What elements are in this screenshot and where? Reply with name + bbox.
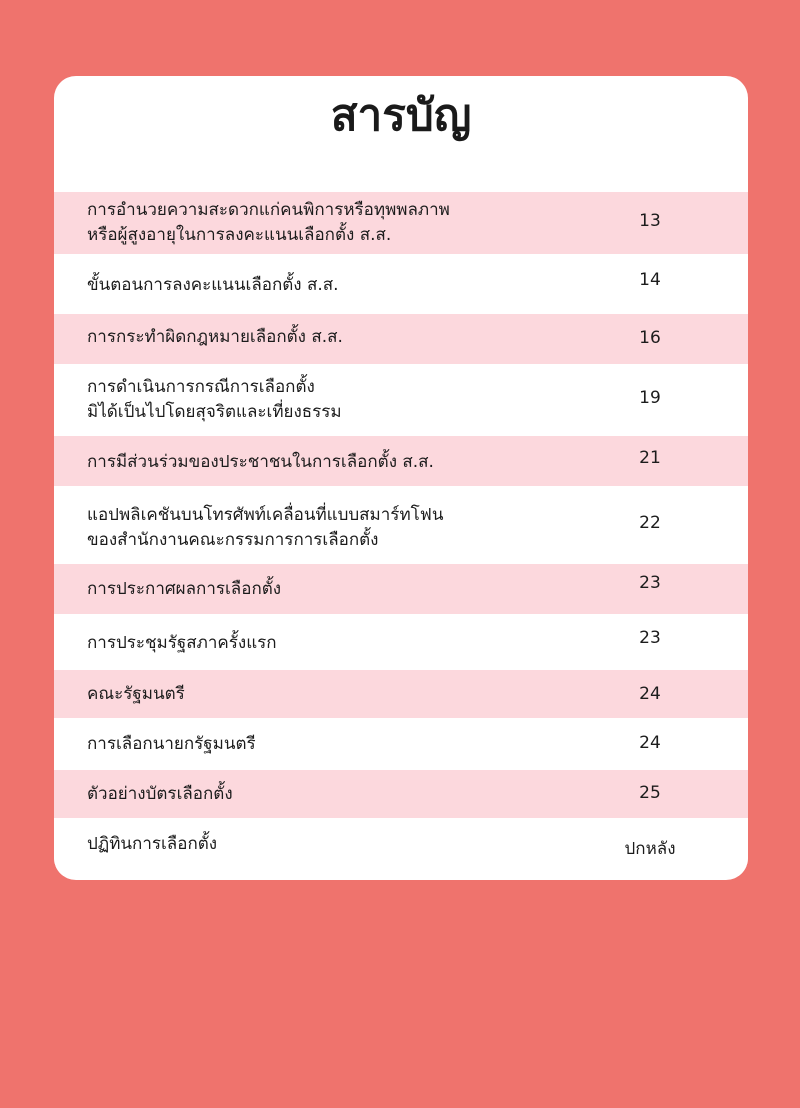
toc-entry-label: [87, 631, 577, 656]
toc-page-number: 16: [639, 328, 661, 348]
toc-page-number: 25: [639, 783, 661, 803]
toc-row[interactable]: [54, 718, 748, 770]
toc-entry-label: [87, 832, 577, 857]
toc-entry-label: [87, 732, 577, 757]
toc-entry-line: แอปพลิเคชันบนโทรศัพท์เคลื่อนที่แบบสมาร์ทโฟน: [87, 505, 444, 525]
toc-row[interactable]: [54, 364, 748, 436]
toc-row[interactable]: [54, 670, 748, 718]
toc-page-number: 24: [639, 684, 661, 704]
toc-entry-label: [87, 782, 577, 807]
toc-entry-label: [87, 577, 577, 602]
toc-entry-label: [87, 503, 577, 553]
toc-entry-line: คณะรัฐมนตรี: [87, 684, 185, 704]
toc-entry-label: [87, 375, 577, 425]
toc-page-number: 13: [639, 211, 661, 231]
toc-row[interactable]: [54, 486, 748, 564]
toc-entry-line: การดำเนินการกรณีการเลือกตั้ง: [87, 377, 315, 397]
toc-page-number: 23: [639, 628, 661, 648]
toc-entry-line: ตัวอย่างบัตรเลือกตั้ง: [87, 784, 233, 804]
toc-entry-label: [87, 198, 577, 248]
toc-row[interactable]: [54, 192, 748, 254]
toc-row[interactable]: [54, 818, 748, 876]
toc-entry-line: การกระทำผิดกฎหมายเลือกตั้ง ส.ส.: [87, 327, 343, 347]
toc-entry-line: การประกาศผลการเลือกตั้ง: [87, 579, 282, 599]
toc-page-number: 22: [639, 513, 661, 533]
toc-entry-line: การมีส่วนร่วมของประชาชนในการเลือกตั้ง ส.ส.: [87, 452, 434, 472]
page-title: สารบัญ: [330, 90, 472, 141]
toc-entry-line: มิได้เป็นไปโดยสุจริตและเที่ยงธรรม: [87, 402, 342, 422]
toc-entry-line: การอำนวยความสะดวกแก่คนพิการหรือทุพพลภาพ: [87, 200, 450, 220]
toc-entry-line: ปฏิทินการเลือกตั้ง: [87, 834, 218, 854]
toc-page-number: ปกหลัง: [624, 839, 676, 859]
toc-entry-label: [87, 273, 577, 298]
toc-entry-label: [87, 682, 577, 707]
toc-row[interactable]: [54, 770, 748, 818]
toc-page-number: 14: [639, 270, 661, 290]
table-of-contents: [54, 192, 748, 876]
toc-row[interactable]: [54, 254, 748, 314]
toc-card: [54, 76, 748, 880]
toc-entry-line: ขั้นตอนการลงคะแนนเลือกตั้ง ส.ส.: [87, 275, 339, 295]
toc-page-number: 19: [639, 388, 661, 408]
toc-entry-label: [87, 325, 577, 350]
toc-page-number: 24: [639, 733, 661, 753]
toc-row[interactable]: [54, 314, 748, 364]
toc-entry-line: หรือผู้สูงอายุในการลงคะแนนเลือกตั้ง ส.ส.: [87, 225, 392, 245]
toc-row[interactable]: [54, 614, 748, 670]
toc-entry-label: [87, 450, 577, 475]
toc-entry-line: การประชุมรัฐสภาครั้งแรก: [87, 633, 277, 653]
toc-entry-line: การเลือกนายกรัฐมนตรี: [87, 734, 256, 754]
toc-page-number: 23: [639, 573, 661, 593]
toc-row[interactable]: [54, 564, 748, 614]
toc-entry-line: ของสำนักงานคณะกรรมการการเลือกตั้ง: [87, 530, 379, 550]
toc-row[interactable]: [54, 436, 748, 486]
toc-page-number: 21: [639, 448, 661, 468]
